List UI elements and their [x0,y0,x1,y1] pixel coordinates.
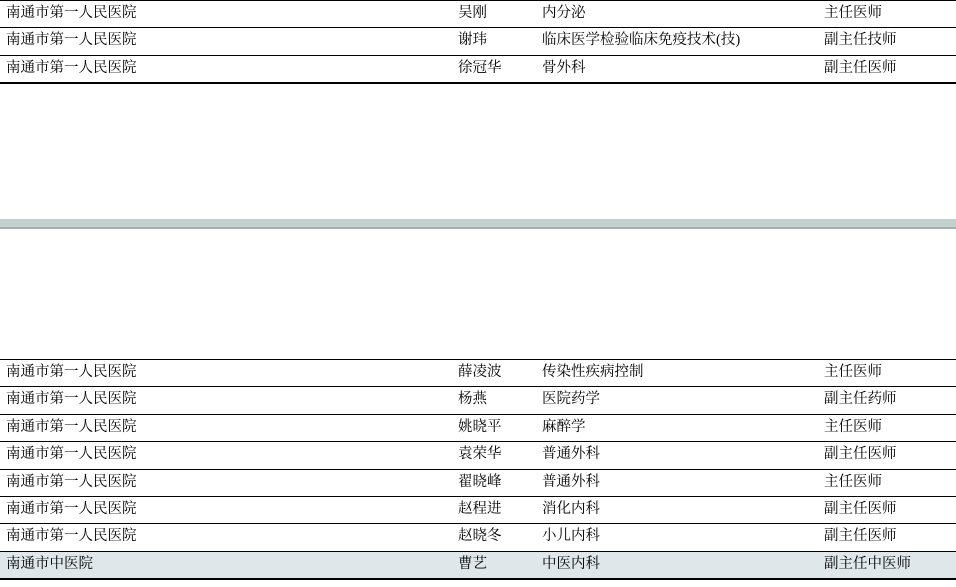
cell-name: 赵晓冬 [452,524,536,551]
cell-title: 副主任医师 [818,442,956,469]
table-top-body [0,1,956,84]
cell-dept: 消化内科 [536,496,818,523]
cell-hospital: 南通市第一人民医院 [0,414,452,441]
cell-title: 副主任医师 [818,496,956,523]
cell-hospital: 南通市第一人民医院 [0,496,452,523]
cell-hospital: 南通市第一人民医院 [0,360,452,387]
cell-title: 副主任医师 [818,55,956,83]
cell-name: 徐冠华 [452,55,536,83]
cell-name: 姚晓平 [452,414,536,441]
cell-name: 薛凌波 [452,360,536,387]
cell-hospital: 南通市第一人民医院 [0,469,452,496]
cell-name: 吴刚 [452,1,536,28]
cell-dept: 骨外科 [536,55,818,83]
cell-title: 副主任药师 [818,387,956,414]
cell-name: 赵程进 [452,496,536,523]
cell-title: 主任医师 [818,414,956,441]
cell-dept: 普通外科 [536,469,818,496]
cell-title: 主任医师 [818,360,956,387]
cell-title: 主任医师 [818,1,956,28]
cell-name: 翟晓峰 [452,469,536,496]
cell-hospital: 南通市第一人民医院 [0,28,452,55]
cell-hospital: 南通市中医院 [0,551,452,579]
cell-hospital: 南通市第一人民医院 [0,55,452,83]
table-row [0,551,956,579]
cell-hospital: 南通市第一人民医院 [0,1,452,28]
table-row [0,524,956,551]
cell-title: 副主任技师 [818,28,956,55]
cell-dept: 普通外科 [536,442,818,469]
table-row [0,387,956,414]
table-row [0,496,956,523]
cell-name: 杨燕 [452,387,536,414]
page-separator-line [0,227,956,229]
table-bottom-body [0,360,956,580]
table-row [0,28,956,55]
table-row [0,414,956,441]
cell-dept: 内分泌 [536,1,818,28]
table-row [0,1,956,28]
cell-name: 袁荣华 [452,442,536,469]
records-table-top [0,0,956,84]
cell-hospital: 南通市第一人民医院 [0,387,452,414]
cell-hospital: 南通市第一人民医院 [0,442,452,469]
cell-title: 副主任中医师 [818,551,956,579]
cell-name: 谢玮 [452,28,536,55]
cell-dept: 医院药学 [536,387,818,414]
records-table-bottom [0,359,956,580]
cell-dept: 临床医学检验临床免疫技术(技) [536,28,818,55]
page-separator-band [0,219,956,227]
cell-dept: 传染性疾病控制 [536,360,818,387]
cell-name: 曹艺 [452,551,536,579]
table-row [0,360,956,387]
cell-dept: 小儿内科 [536,524,818,551]
cell-title: 副主任医师 [818,524,956,551]
table-row [0,469,956,496]
cell-dept: 中医内科 [536,551,818,579]
cell-hospital: 南通市第一人民医院 [0,524,452,551]
table-row [0,442,956,469]
cell-dept: 麻醉学 [536,414,818,441]
table-row [0,55,956,83]
cell-title: 主任医师 [818,469,956,496]
